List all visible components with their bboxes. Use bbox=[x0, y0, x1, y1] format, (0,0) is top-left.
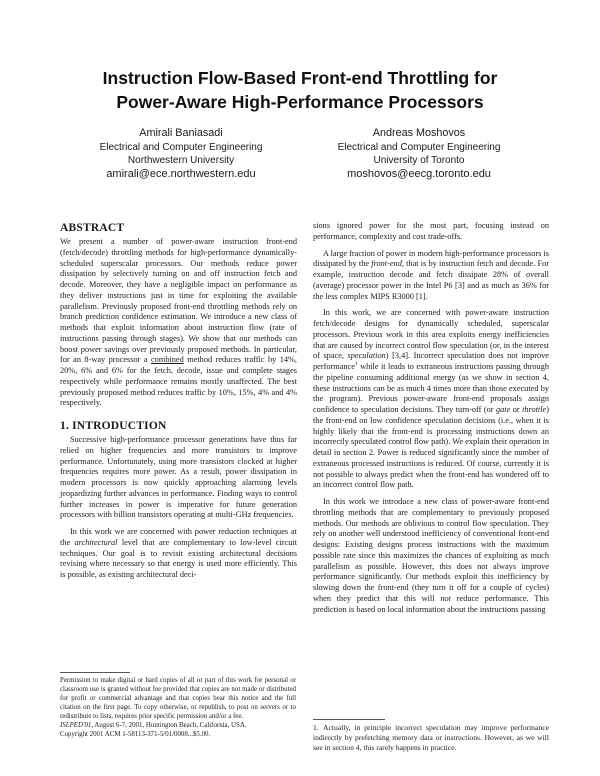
right-p2-emphasis-1: speculation bbox=[347, 351, 386, 361]
right-p2-text-e: ) the front-end on low confidence speculation decisions (i.e., when it is highly likely that the front-end is processing instructions down an incorrectly speculated control flow path). We explain their operation in detail in section 2. Power is reduced significantly since the number of extraneous processed instructions is reduced. Of course, currently it is not possible to always predict when the front-end has wondered off to an incorrect control flow path. bbox=[313, 405, 549, 490]
permission-text: Permission to make digital or hard copies of all or part of this work for personal or classroom use is granted without fee provided that copies are not made or distributed for profit or commercial advantage and that copies bear this notice and the full citation on the first page. To copy otherwise, or republish, to post on servers or to redistribute to lists, requires prior specific permission and/or a fee. bbox=[60, 677, 296, 720]
right-paragraph-2 bbox=[313, 308, 549, 491]
left-column bbox=[60, 221, 297, 581]
right-p1-text-a: A large fraction of power in modern high-performance processors is dissipated by the bbox=[313, 248, 549, 269]
venue-name: ISLPED'01, bbox=[60, 722, 94, 729]
author-2-dept: Electrical and Computer Engineering bbox=[337, 142, 501, 153]
author-1-dept: Electrical and Computer Engineering bbox=[99, 142, 263, 153]
intro-paragraph-2 bbox=[60, 527, 297, 581]
author-2 bbox=[294, 126, 544, 181]
abstract-heading: ABSTRACT bbox=[60, 222, 125, 234]
permission-notice bbox=[60, 676, 296, 739]
right-p2-emphasis-3: throttle bbox=[522, 405, 547, 414]
author-2-affiliation: University of Toronto bbox=[373, 155, 465, 167]
right-p3-emphasis: not bbox=[440, 593, 451, 603]
right-paragraph-3 bbox=[313, 497, 549, 615]
venue-details: August 6-7, 2001, Huntington Beach, California, USA. bbox=[94, 722, 247, 729]
footnote-number: 1. bbox=[313, 723, 319, 732]
footnote bbox=[313, 723, 549, 753]
right-p2-emphasis-2: gate bbox=[495, 405, 511, 414]
intro-paragraph-1: Successive high-performance processor generations have thus far relied on higher frequencies and more transistors to improve performance. Unfortunately, using more transistors clocked at higher frequencies requires more power. As a result, power dissipation in modern processors is now quickly approaching alarming levels jeopardizing further advances in performance. Finding ways to control further increases in power is imperative for future generation processors with billion transistors operating at multi-GHz frequencies. bbox=[60, 435, 297, 520]
abstract-text-part-1: We present a number of power-aware instruction front-end (fetch/decode) throttling methods for high-performance dynamically-scheduled superscalar processors. Our methods reduce power dissipation by selectively turning on and off instruction fetch and decode. Moreover, they have a negligible impact on performance as they deliver instructions just in time for exploiting the available parallelism. Previously proposed front-end throttling methods rely on branch prediction confidence estimation. We introduce a new class of methods that exploit information about instruction flow (rate of instructions passing through stages). We show that our methods can boost power savings over previously proposed methods. In particular, for an 8-way processor a bbox=[60, 237, 297, 365]
right-p3-text-b: reduce performance. This prediction is based on local information about the instructions passing bbox=[313, 593, 550, 614]
abstract-underlined-word: combined bbox=[151, 355, 184, 365]
right-column bbox=[313, 221, 549, 615]
author-1 bbox=[56, 126, 306, 181]
footnote-divider-left bbox=[60, 672, 130, 673]
introduction-heading: 1. INTRODUCTION bbox=[60, 420, 167, 432]
title-line-2: Power-Aware High-Performance Processors bbox=[116, 92, 484, 112]
right-p1-emphasis: front-end bbox=[371, 259, 402, 269]
abstract-text bbox=[60, 237, 297, 409]
author-1-affiliation: Northwestern University bbox=[127, 155, 235, 167]
right-paragraph-0: sions ignored power for the most part, focusing instead on performance, complexity and cost trade-offs. bbox=[313, 221, 549, 241]
abstract-text-part-2: method reduces traffic by 14%, 20%, 6% and 6% for the fetch, decode, issue and complete stages respectively while performance remains mostly unaffected. The best previously proposed method reduces traffic by 10%, 15%, 4% and 4% respectively. bbox=[60, 355, 298, 408]
author-1-name: Amirali Baniasadi bbox=[139, 127, 223, 139]
right-p2-text-d: or bbox=[512, 405, 520, 414]
right-paragraph-1 bbox=[313, 249, 549, 303]
intro-p2-text-b: level that are complementary to low-level circuit techniques. Our goal is to revisit existing architectural decisions revising where necessary so that energy is used more efficiently. This is possible, as existing architectural deci- bbox=[60, 537, 297, 579]
title-line-1: Instruction Flow-Based Front-end Throttling for bbox=[102, 68, 498, 88]
author-2-email: moshovos@eecg.toronto.edu bbox=[347, 168, 491, 181]
author-2-name: Andreas Moshovos bbox=[372, 127, 466, 139]
right-p2-text-b: ) [3,4]. Incorrect speculation does not improve performance bbox=[313, 351, 549, 371]
paper-title bbox=[40, 66, 560, 114]
footnote-divider-right bbox=[313, 719, 385, 720]
right-p2-text-c: while it leads to extraneous instructions passing through the pipeline consuming additional energy (as we show in section 4, these instructions can be as much 4 times more than those executed by the program). Previous power-aware front-end proposals assign confidence to speculation decisions. They turn-off (or bbox=[313, 362, 550, 414]
right-p1-text-b: , that is by instruction fetch and decode. For example, instruction decode and fetch dissipate 28% of overall (average) processor power in the Intel P6 [3] and as much as 36% for the less complex MIPS R3000 [1]. bbox=[313, 259, 550, 301]
right-p3-text-a: In this work we introduce a new class of power-aware front-end throttling methods that are complementary to previously proposed methods. Our methods are oblivious to control flow speculation. They rely on another well understood inefficiency of conventional front-end designs: Existing designs process instructions with the maximum possible rate since this maximizes the chances of exploiting as much parallelism as possible. However, this does not always improve performance significantly. Our methods exploit this inefficiency by slowing down the front-end (they turn it off for a couple of cycles) when they predict that this will bbox=[313, 497, 549, 603]
right-p2-text-a: In this work, we are concerned with power-aware instruction fetch/decode designs for dynamically scheduled, superscalar processors. Previous work in this area exploits energy inefficiencies that are caused by incorrect control flow speculation (or, in the interest of space, bbox=[313, 308, 549, 361]
footnote-text: Actually, in principle incorrect speculation may improve performance indirectly by prefetching memory data or instructions. However, as we will see in section 4, this rarely happens in practice. bbox=[313, 723, 549, 752]
footnote-marker: 1 bbox=[354, 361, 358, 368]
author-1-email: amirali@ece.northwestern.edu bbox=[106, 168, 256, 181]
intro-p2-emphasis: architectural bbox=[74, 537, 118, 547]
intro-p2-text-a: In this work we are concerned with power reduction techniques at the bbox=[60, 527, 297, 547]
copyright-line: Copyright 2001 ACM 1-58113-371-5/01/0008...$5.00. bbox=[60, 731, 211, 738]
